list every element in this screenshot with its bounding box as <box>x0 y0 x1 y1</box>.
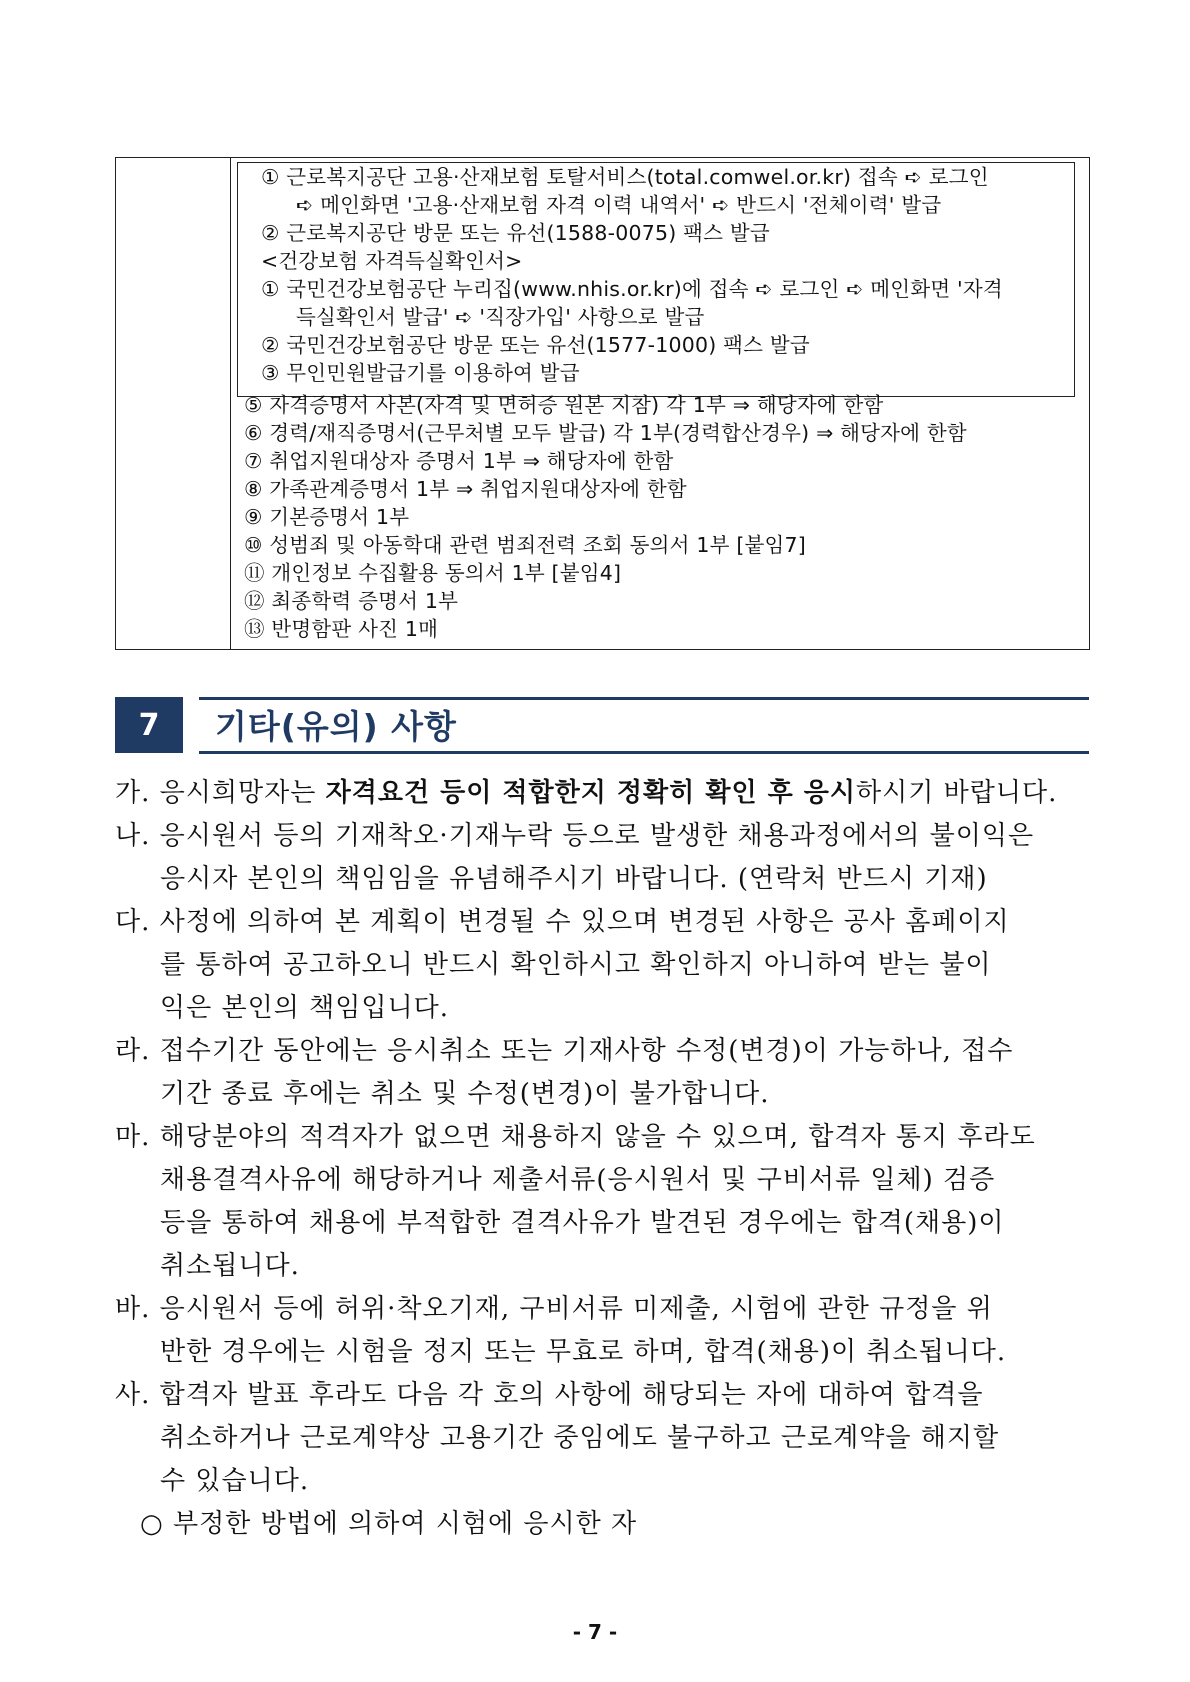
paragraph-line: 사. 합격자 발표 후라도 다음 각 호의 사항에 해당되는 자에 대하여 합격을 <box>115 1380 984 1410</box>
list-item: ⑬ 반명함판 사진 1매 <box>244 617 439 641</box>
paragraph-line: 반한 경우에는 시험을 정지 또는 무효로 하며, 합격(채용)이 취소됩니다. <box>160 1337 1007 1367</box>
paragraph-line: 를 통하여 공고하오니 반드시 확인하시고 확인하지 아니하여 받는 불이 <box>160 950 992 980</box>
inner-line: ① 근로복지공단 고용·산재보험 토탈서비스(total.comwel.or.kr) 접속 ➪ 로그인 <box>261 165 989 189</box>
paragraph-line: 등을 통하여 채용에 부적합한 결격사유가 발견된 경우에는 합격(채용)이 <box>160 1208 1005 1238</box>
paragraph-line: 응시자 본인의 책임임을 유념해주시기 바랍니다. (연락처 반드시 기재) <box>160 864 988 894</box>
list-item: ⑩ 성범죄 및 아동학대 관련 범죄전력 조회 동의서 1부 [붙임7] <box>244 533 806 557</box>
paragraph-line: ○ 부정한 방법에 의하여 시험에 응시한 자 <box>140 1509 638 1539</box>
document-table <box>115 157 1090 650</box>
section-title: 기타(유의) 사항 <box>215 707 457 746</box>
section-number: 7 <box>115 697 183 753</box>
section-header <box>115 697 1075 757</box>
inner-line: ② 근로복지공단 방문 또는 유선(1588-0075) 팩스 발급 <box>261 221 770 245</box>
paragraph-line: 채용결격사유에 해당하거나 제출서류(응시원서 및 구비서류 일체) 검증 <box>160 1165 996 1195</box>
paragraph-line: 다. 사정에 의하여 본 계획이 변경될 수 있으며 변경된 사항은 공사 홈페이지 <box>115 907 1010 937</box>
header-rule-bottom <box>199 751 1089 754</box>
paragraph-line: 나. 응시원서 등의 기재착오·기재누락 등으로 발생한 채용과정에서의 불이익은 <box>115 821 1035 851</box>
page-number: - 7 - <box>572 1620 618 1644</box>
paragraph-ga-emphasis: 자격요건 등이 적합한지 정확히 확인 후 응시 <box>325 778 857 808</box>
paragraph-line: 취소하거나 근로계약상 고용기간 중임에도 불구하고 근로계약을 해지할 <box>160 1423 1000 1453</box>
inner-line: ➪ 메인화면 '고용·산재보험 자격 이력 내역서' ➪ 반드시 '전체이력' 발급 <box>296 193 942 217</box>
paragraph-ga-suffix: 하시기 바랍니다. <box>856 778 1058 808</box>
inner-line: ③ 무인민원발급기를 이용하여 발급 <box>261 361 580 385</box>
inner-line: 득실확인서 발급' ➪ '직장가입' 사항으로 발급 <box>296 305 705 329</box>
inner-line: ② 국민건강보험공단 방문 또는 유선(1577-1000) 팩스 발급 <box>261 333 810 357</box>
paragraph-line: 마. 해당분야의 적격자가 없으면 채용하지 않을 수 있으며, 합격자 통지 후라도 <box>115 1122 1036 1152</box>
list-item: ⑫ 최종학력 증명서 1부 <box>244 589 459 613</box>
list-item: ⑧ 가족관계증명서 1부 ⇒ 취업지원대상자에 한함 <box>244 477 687 501</box>
paragraph-line: 바. 응시원서 등에 허위·착오기재, 구비서류 미제출, 시험에 관한 규정을 위 <box>115 1294 993 1324</box>
list-item: ⑥ 경력/재직증명서(근무처별 모두 발급) 각 1부(경력합산경우) ⇒ 해당자에 한함 <box>244 421 967 445</box>
paragraph-line: 수 있습니다. <box>160 1466 310 1496</box>
inner-line: ① 국민건강보험공단 누리집(www.nhis.or.kr)에 접속 ➪ 로그인 ➪ 메인화면 '자격 <box>261 277 1003 301</box>
paragraph-line: 기간 종료 후에는 취소 및 수정(변경)이 불가합니다. <box>160 1079 770 1109</box>
list-item: ⑪ 개인정보 수집활용 동의서 1부 [붙임4] <box>244 561 622 585</box>
table-left-column <box>116 158 231 649</box>
list-item: ⑨ 기본증명서 1부 <box>244 505 410 529</box>
paragraph-ga-prefix: 가. 응시희망자는 <box>115 778 326 808</box>
paragraph-ga <box>115 775 1057 811</box>
paragraph-line: 취소됩니다. <box>160 1251 300 1281</box>
list-item: ⑤ 자격증명서 사본(자격 및 면허증 원본 지참) 각 1부 ⇒ 해당자에 한함 <box>244 393 884 417</box>
inner-line: <건강보험 자격득실확인서> <box>261 249 523 273</box>
paragraph-line: 라. 접수기간 동안에는 응시취소 또는 기재사항 수정(변경)이 가능하나, 접수 <box>115 1036 1014 1066</box>
list-item: ⑦ 취업지원대상자 증명서 1부 ⇒ 해당자에 한함 <box>244 449 674 473</box>
paragraph-line: 익은 본인의 책임입니다. <box>160 993 449 1023</box>
header-rule-top <box>199 697 1089 700</box>
